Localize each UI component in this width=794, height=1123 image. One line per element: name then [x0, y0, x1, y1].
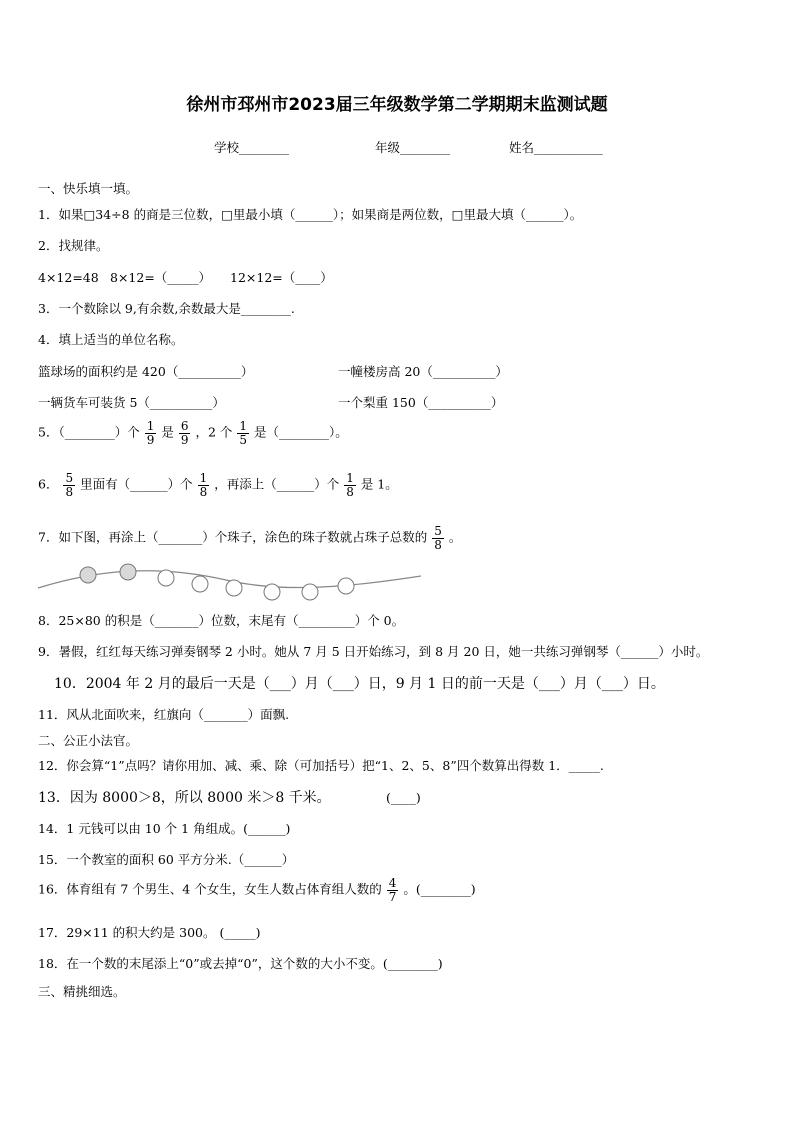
bead-unshaded [338, 578, 354, 594]
q13-answer-blank[interactable]: (____) [386, 790, 421, 805]
name-field[interactable]: 姓名___________ [509, 140, 603, 155]
question-16 [38, 877, 476, 903]
fraction-denominator: 9 [180, 432, 189, 447]
school-field[interactable]: 学校________ [214, 140, 290, 155]
q6-text-b: 里面有（______）个 [80, 476, 193, 492]
q6-text-a: 6． [38, 476, 59, 492]
fraction [145, 420, 157, 446]
question-17: 17．29×11 的积大约是 300。 (_____) [38, 925, 261, 940]
question-4: 4．填上适当的单位名称。 [38, 332, 184, 347]
fraction [432, 525, 444, 551]
q4-item-4: 一个梨重 150（__________） [338, 395, 504, 410]
question-7 [38, 525, 461, 551]
q16-text-a: 16．体育组有 7 个男生、4 个女生，女生人数占体育组人数的 [38, 881, 382, 897]
fraction-denominator: 8 [199, 484, 208, 499]
fraction [387, 877, 399, 903]
fraction-denominator: 8 [65, 484, 74, 499]
bead-string-figure [36, 558, 426, 608]
q7-text-b: 。 [448, 529, 462, 545]
question-5 [38, 420, 348, 446]
q16-text-b: 。(________) [403, 881, 476, 897]
fraction-numerator: 6 [180, 419, 189, 433]
question-18: 18．在一个数的末尾添上“0”或去掉“0”，这个数的大小不变。(________) [38, 956, 443, 971]
q6-text-d: 是 1。 [360, 476, 398, 492]
q2-pattern-2: 8×12=（_____） [110, 270, 212, 285]
question-8: 8．25×80 的积是（_______）位数，末尾有（_________）个 0。 [38, 613, 405, 628]
q4-item-2: 一幢楼房高 20（__________） [338, 364, 508, 379]
q4-item-1: 篮球场的面积约是 420（__________） [38, 364, 254, 379]
q2-pattern-3: 12×12=（____） [230, 270, 333, 285]
bead-shaded [120, 564, 136, 580]
fraction-numerator: 1 [199, 471, 208, 485]
fraction [198, 472, 210, 498]
q5-text-c: ，2 个 [195, 424, 233, 440]
question-13: 13．因为 8000＞8，所以 8000 米＞8 千米。 [38, 790, 331, 806]
fraction-numerator: 5 [434, 524, 442, 538]
fraction-numerator: 5 [65, 471, 74, 485]
fraction-numerator: 1 [146, 419, 155, 433]
q5-text-a: 5．（________）个 [38, 424, 140, 440]
question-6 [38, 472, 398, 498]
question-2: 2．找规律。 [38, 238, 109, 253]
page-title: 徐州市邳州市2023届三年级数学第二学期期末监测试题 [186, 95, 608, 115]
section-heading-1: 一、快乐填一填。 [38, 181, 139, 196]
q6-text-c: ，再添上（______）个 [214, 476, 340, 492]
bead-unshaded [302, 584, 318, 600]
bead-unshaded [264, 584, 280, 600]
fraction [63, 472, 75, 498]
fraction [179, 420, 191, 446]
grade-field[interactable]: 年级________ [375, 140, 451, 155]
q2-pattern-1: 4×12=48 [38, 270, 99, 285]
fraction [237, 420, 249, 446]
question-9: 9．暑假，红红每天练习弹奏钢琴 2 小时。她从 7 月 5 日开始练习，到 8 月 20 日，她一共练习弹钢琴（______）小时。 [38, 644, 709, 659]
fraction [344, 472, 356, 498]
q5-text-d: 是（________）。 [253, 424, 348, 440]
bead-unshaded [226, 580, 242, 596]
question-3: 3．一个数除以 9,有余数,余数最大是________. [38, 301, 295, 316]
question-11: 11．风从北面吹来，红旗向（_______）面飘. [38, 707, 290, 722]
fraction-numerator: 1 [346, 471, 354, 485]
bead-unshaded [192, 576, 208, 592]
fraction-denominator: 5 [239, 432, 247, 447]
fraction-denominator: 7 [388, 889, 397, 904]
fraction-denominator: 8 [434, 537, 442, 552]
question-10: 10．2004 年 2 月的最后一天是（___）月（___）日，9 月 1 日的前一天是（___）月（___）日。 [54, 676, 665, 692]
question-15: 15．一个教室的面积 60 平方分米.（______） [38, 852, 295, 867]
fraction-numerator: 4 [388, 876, 397, 890]
q7-text-a: 7．如下图，再涂上（_______）个珠子，涂色的珠子数就占珠子总数的 [38, 529, 428, 545]
section-heading-3: 三、精挑细选。 [38, 984, 126, 999]
bead-shaded [80, 567, 96, 583]
q4-item-3: 一辆货车可装货 5（__________） [38, 395, 225, 410]
q5-text-b: 是 [161, 424, 174, 440]
question-12: 12．你会算“1”点吗？请你用加、减、乘、除（可加括号）把“1、2、5、8”四个数算出得数 1．_____. [38, 758, 604, 773]
question-1: 1．如果□34÷8 的商是三位数，□里最小填（______）；如果商是两位数，□里最大填（______）。 [38, 207, 583, 222]
fraction-denominator: 9 [146, 432, 155, 447]
fraction-numerator: 1 [239, 419, 247, 433]
question-14: 14．1 元钱可以由 10 个 1 角组成。(______) [38, 821, 291, 836]
section-heading-2: 二、公正小法官。 [38, 733, 139, 748]
fraction-denominator: 8 [346, 484, 354, 499]
bead-unshaded [158, 570, 174, 586]
